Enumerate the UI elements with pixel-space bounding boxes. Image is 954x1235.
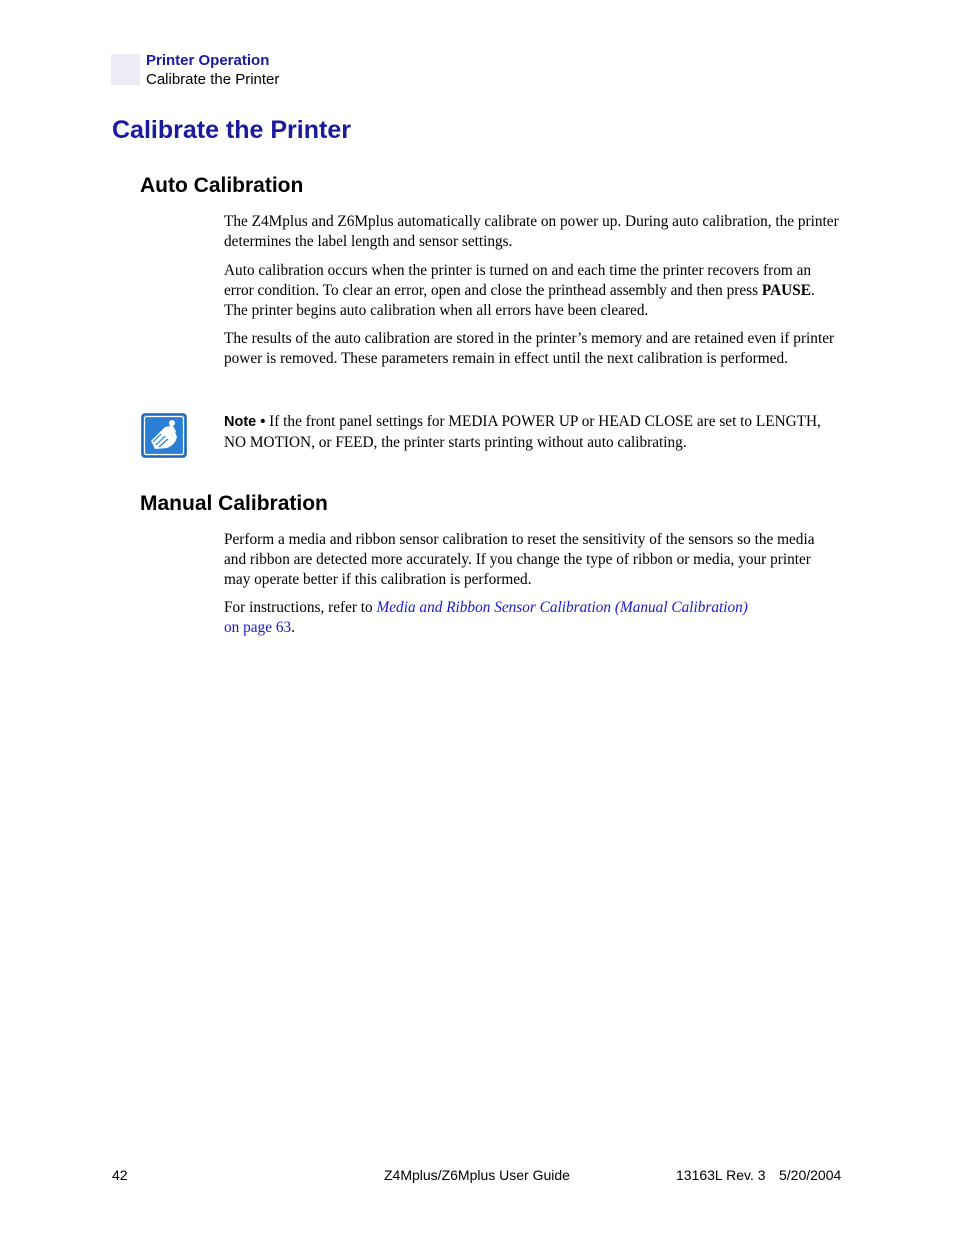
pause-key-label: PAUSE xyxy=(761,281,811,299)
note-body: If the front panel settings for MEDIA POWER UP or HEAD CLOSE are set to LENGTH, NO MOTION, or FEED, the printer starts printing without auto calibrating. xyxy=(224,413,821,451)
header-tab-marker xyxy=(111,54,140,85)
footer-doc-rev: 13163L Rev. 3 xyxy=(676,1167,766,1183)
footer-guide-title: Z4Mplus/Z6Mplus User Guide xyxy=(384,1167,570,1183)
auto-paragraph-2 xyxy=(224,261,840,320)
manual-p2-text-after: . xyxy=(291,618,295,636)
header-subsection: Calibrate the Printer xyxy=(146,71,280,88)
header-section: Printer Operation xyxy=(146,52,270,69)
note-text xyxy=(224,412,840,453)
auto-calibration-heading: Auto Calibration xyxy=(140,174,304,197)
note-hand-icon xyxy=(141,413,187,458)
auto-paragraph-1: The Z4Mplus and Z6Mplus automatically calibrate on power up. During auto calibration, the printer determines the label length and sensor settings. xyxy=(224,213,839,250)
manual-p2-text-before: For instructions, refer to xyxy=(224,599,377,616)
manual-calibration-link[interactable]: Media and Ribbon Sensor Calibration (Manual Calibration) xyxy=(376,599,748,616)
manual-paragraph-2 xyxy=(224,598,840,638)
auto-p2-text-after: . The printer begins auto calibration when all errors have been cleared. xyxy=(224,281,815,319)
auto-p2-text-before: Auto calibration occurs when the printer is turned on and each time the printer recovers from an error condition. To clear an error, open and close the printhead assembly and then press xyxy=(224,262,812,299)
page-title: Calibrate the Printer xyxy=(112,116,351,144)
manual-paragraph-1: Perform a media and ribbon sensor calibration to reset the sensitivity of the sensors so the media and ribbon are detected more accurately. If you change the type of ribbon or media, your printer may operate better if this calibration is performed. xyxy=(224,531,815,588)
auto-paragraph-3: The results of the auto calibration are stored in the printer’s memory and are retained even if printer power is removed. These parameters remain in effect until the next calibration is performed. xyxy=(224,330,835,367)
footer-page-number: 42 xyxy=(112,1167,128,1183)
manual-calibration-heading: Manual Calibration xyxy=(140,492,328,515)
page-63-link[interactable]: on page 63 xyxy=(224,618,292,636)
footer-date: 5/20/2004 xyxy=(779,1167,842,1183)
note-label: Note • xyxy=(224,414,266,430)
